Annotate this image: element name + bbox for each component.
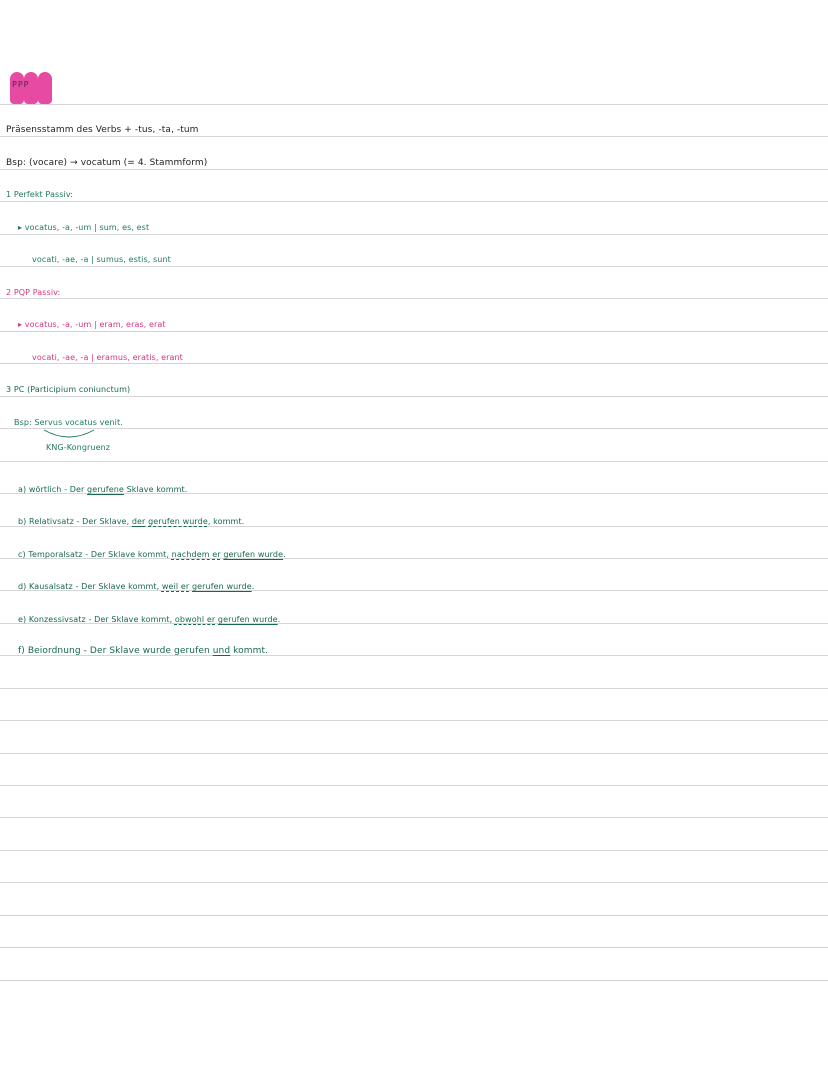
translation-text: c) Temporalsatz - Der Sklave kommt, xyxy=(18,550,172,559)
heading-pqp-passiv: 2 PQP Passiv: xyxy=(6,288,61,297)
title-text: PPP xyxy=(12,80,30,89)
ruled-line xyxy=(0,915,828,916)
ruled-line xyxy=(0,753,828,754)
ruled-line xyxy=(0,136,828,137)
ruled-line xyxy=(0,817,828,818)
ruled-line xyxy=(0,266,828,267)
translation-text: a) wörtlich - Der xyxy=(18,485,88,494)
ruled-line xyxy=(0,980,828,981)
translation-f xyxy=(18,645,268,657)
pc-example: Bsp: Servus vocatus venit. xyxy=(14,418,123,427)
translation-underlined-dashed: obwohl er xyxy=(174,615,216,624)
translation-text: . xyxy=(277,615,281,624)
ruled-line xyxy=(0,850,828,851)
ruled-line xyxy=(0,201,828,202)
kng-kongruenz-note: KNG-Kongruenz xyxy=(46,443,111,452)
ruled-line xyxy=(0,396,828,397)
ruled-line xyxy=(0,720,828,721)
translation-underlined: gerufen wurde xyxy=(191,582,252,591)
translation-underlined: gerufen wurde xyxy=(223,550,284,559)
ruled-line xyxy=(0,785,828,786)
translation-text: kommt. xyxy=(230,646,269,656)
title-ppp xyxy=(10,70,54,106)
translation-text: Sklave kommt. xyxy=(123,485,188,494)
translation-underlined: gerufene xyxy=(87,485,124,494)
ruled-line xyxy=(0,428,828,429)
translation-a xyxy=(18,484,187,496)
translation-underlined-dashed: nachdem er xyxy=(171,550,221,559)
example-line: Bsp: (vocare) → vocatum (= 4. Stammform) xyxy=(6,158,208,168)
translation-underlined-dashed: gerufen wurde xyxy=(148,517,208,526)
translation-text: , kommt. xyxy=(207,517,245,526)
perfekt-singular: ▸ vocatus, -a, -um | sum, es, est xyxy=(18,223,150,232)
translation-text: d) Kausalsatz - Der Sklave kommt, xyxy=(18,582,162,591)
translation-b xyxy=(18,516,244,528)
pqp-plural: vocati, -ae, -a | eramus, eratis, erant xyxy=(32,353,183,362)
ruled-line xyxy=(0,234,828,235)
ruled-line xyxy=(0,331,828,332)
translation-e xyxy=(18,614,280,626)
ruled-line xyxy=(0,298,828,299)
translation-underlined: der xyxy=(131,517,146,526)
translation-text: . xyxy=(283,550,286,559)
rule-definition: Präsensstamm des Verbs + -tus, -ta, -tum xyxy=(6,125,199,135)
translation-underlined: gerufen wurde xyxy=(217,615,278,624)
ruled-line xyxy=(0,104,828,105)
translation-text: f) Beiordnung - Der Sklave wurde gerufen xyxy=(18,646,213,656)
heading-perfekt-passiv: 1 Perfekt Passiv: xyxy=(6,190,74,199)
translation-c xyxy=(18,549,286,561)
ruled-line xyxy=(0,947,828,948)
heading-pc: 3 PC (Participium coniunctum) xyxy=(6,385,131,394)
translation-text: . xyxy=(251,582,255,591)
translation-underlined: und xyxy=(212,646,231,656)
ruled-line xyxy=(0,882,828,883)
perfekt-plural: vocati, -ae, -a | sumus, estis, sunt xyxy=(32,255,171,264)
pqp-singular: ▸ vocatus, -a, -um | eram, eras, erat xyxy=(18,320,166,329)
ruled-line xyxy=(0,461,828,462)
title-letter-blot xyxy=(38,72,52,104)
translation-d xyxy=(18,581,254,593)
ruled-line xyxy=(0,169,828,170)
translation-underlined-dashed: weil er xyxy=(161,582,190,591)
translation-text: b) Relativsatz - Der Sklave, xyxy=(18,517,132,526)
translation-text: e) Konzessivsatz - Der Sklave kommt, xyxy=(18,615,175,624)
ruled-line xyxy=(0,688,828,689)
